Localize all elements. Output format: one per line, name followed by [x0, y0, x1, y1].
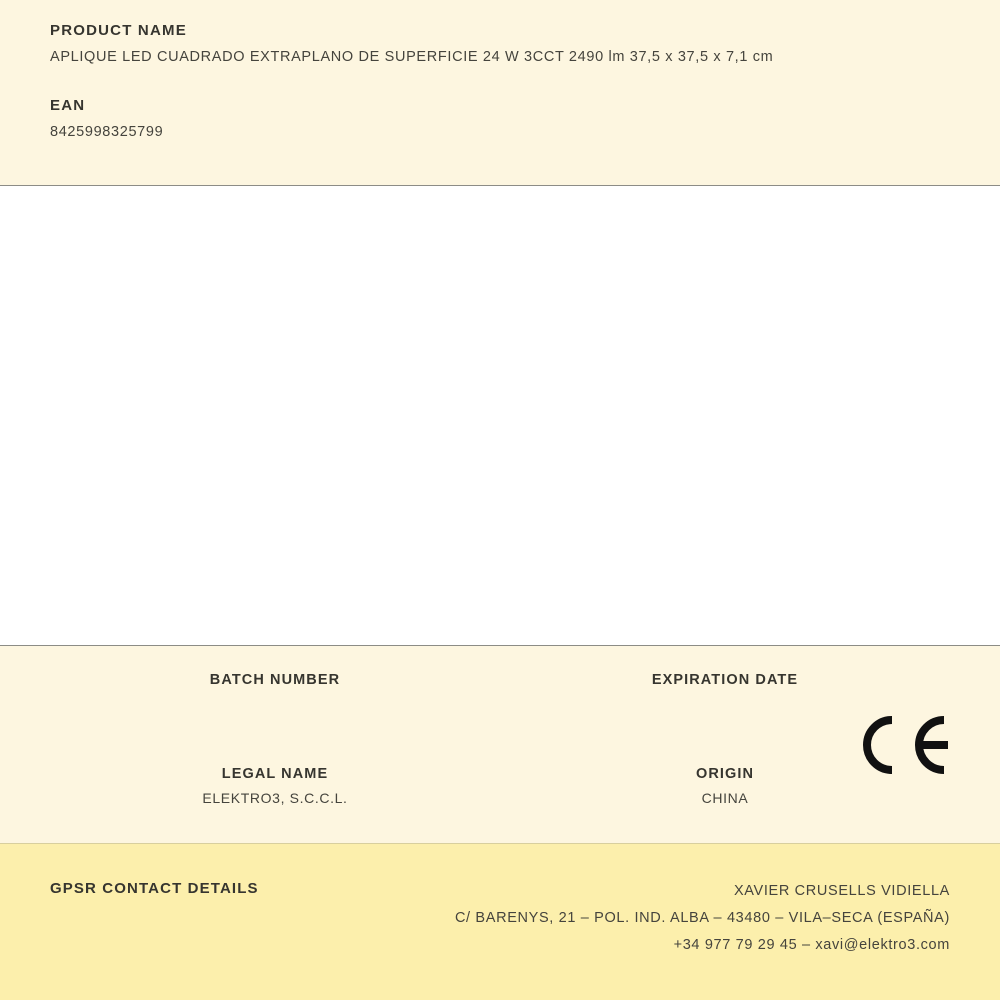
- origin-value: CHINA: [701, 790, 749, 806]
- contact-phone-email: +34 977 79 29 45 – xavi@elektro3.com: [673, 936, 950, 953]
- batch-number-value: [50, 696, 500, 714]
- info-row-legal-origin: [50, 714, 950, 808]
- expiration-date-cell: [500, 672, 950, 714]
- product-name-value: APLIQUE LED CUADRADO EXTRAPLANO DE SUPERFICIE 24 W 3CCT 2490 lm 37,5 x 37,5 x 7,1 cm: [50, 49, 774, 65]
- legal-name-value: ELEKTRO3, S.C.C.L.: [202, 790, 348, 806]
- contact-name: XAVIER CRUSELLS VIDIELLA: [733, 883, 950, 899]
- batch-number-label: BATCH NUMBER: [209, 672, 341, 688]
- ean-group: [50, 97, 950, 140]
- ean-label: EAN: [50, 97, 86, 114]
- info-row-batch-expiration: [50, 646, 950, 714]
- legal-name-cell: [50, 766, 500, 808]
- contact-address: C/ BARENYS, 21 – POL. IND. ALBA – 43480 – VILA–SECA (ESPAÑA): [454, 909, 950, 926]
- ean-value: 8425998325799: [50, 124, 164, 140]
- batch-number-cell: [50, 672, 500, 714]
- origin-label: ORIGIN: [695, 766, 755, 782]
- expiration-date-label: EXPIRATION DATE: [651, 672, 799, 688]
- product-name-group: [50, 22, 950, 65]
- header-section: [0, 0, 1000, 186]
- product-name-label: PRODUCT NAME: [50, 22, 187, 39]
- gpsr-contact-label: GPSR CONTACT DETAILS: [50, 880, 259, 897]
- gpsr-contact-details: [455, 878, 950, 958]
- ce-marking-icon: [856, 714, 948, 776]
- expiration-date-value: [500, 696, 950, 714]
- legal-name-label: LEGAL NAME: [221, 766, 329, 782]
- footer-section: [0, 844, 1000, 1000]
- blank-content-area: [0, 186, 1000, 646]
- info-section: [0, 646, 1000, 844]
